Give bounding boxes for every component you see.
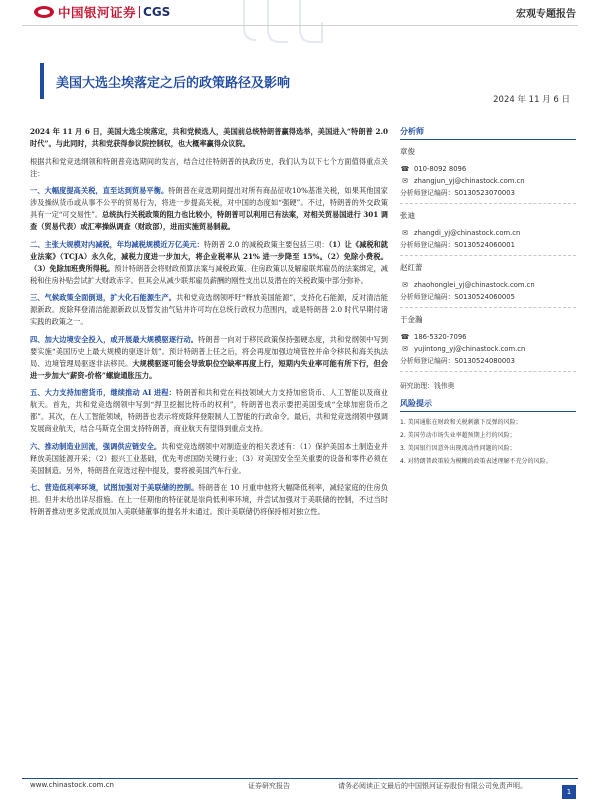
section-5-heading: 五、大力支持加密货币，继续推动 AI 进程： (30, 388, 176, 397)
analyst-name: 赵红蕾 (400, 263, 423, 272)
section-6-heading: 六、推动制造业回流，强调供应链安全。 (30, 441, 162, 451)
risk-item: 1. 美国通胀在财政和关税刺激下反弹的风险； (400, 419, 522, 426)
summary-paragraph: 2024 年 11 月 6 日，美国大选尘埃落定，共和党候选人，美国前总统特朗普赢得选举，美国进入“特朗普 2.0 时代”。与此同时，共和党获得参议院控制权，也大概率赢得众议院。 (30, 127, 388, 148)
section-2-heading: 二、主张大规模对内减税，年均减税规模近万亿美元： (30, 239, 204, 249)
analyst-email[interactable]: zhangdi_yj@chinastock.com.cn (414, 229, 521, 237)
watermark-logo (238, 0, 348, 45)
section-7-heading: 七、营造低利率环境，试图加强对于美联储的控制。 (30, 483, 199, 492)
analyst-reg-code: 分析师登记编码：S0130524060005 (400, 293, 515, 301)
risk-item: 3. 美国银行因意外出现流动性问题的风险； (400, 445, 516, 452)
brand-name: 中国银河证券 (58, 5, 137, 20)
analyst-name: 于金瀚 (400, 315, 423, 324)
risk-header: 风险提示 (400, 398, 576, 412)
analyst-card (400, 314, 576, 372)
brand-abbr: CGS (143, 5, 171, 19)
page-number: 1 (562, 785, 576, 799)
intro-paragraph: 根据共和党竞选纲领和特朗普竞选期间的发言，结合过往特朗普的执政历史，我们认为以下七个方面值得重点关注： (30, 156, 388, 178)
footer-website[interactable]: www.chinastock.com.cn (30, 781, 114, 789)
risk-item: 4. 对特朗普政策较为模糊的政策表述理解不充分的风险。 (400, 458, 552, 465)
email-icon: ✉ (402, 229, 408, 237)
sidebar (400, 126, 576, 470)
logo-icon (34, 4, 54, 20)
report-type: 宏观专题报告 (516, 9, 576, 20)
phone-icon: ☎ (400, 165, 410, 173)
analyst-phone: 010-8092 8096 (414, 165, 467, 173)
analyst-reg-code: 分析师登记编码：S0130524080003 (400, 357, 515, 365)
footer-center: 证券研究报告 (248, 782, 290, 790)
analyst-email[interactable]: zhaohonglei_yj@chinastock.com.cn (414, 281, 535, 289)
section-4-heading: 四、加大边境安全投入，或开展最大规模驱逐行动。 (30, 334, 199, 344)
section-5: 五、大力支持加密货币，继续推动 AI 进程：特朗普和共和党在科技领域大力支持加密货币、人工智能以及商业航天。首先，共和党竞选纲领中写到“捍卫挖掘比特币的权利”，特朗普也表示要把美国变成“全球加密货币之都”。其次，在人工智能领域，特朗普也表示将废除拜登限制人工智能的行政命令。最后，共和党竞选纲领中强调发展商业航天，结合马斯克全面支持特朗普，商业航天有望得到重点支持。 (30, 388, 388, 433)
section-1: 一、大幅度提高关税，直至达到贸易平衡。特朗普在竞选期间提出对所有商品征收10%基准关税，如果其他国家涉及操纵货币或从事不公平的贸易行为，将进一步提高关税，对中国的态度如“强硬”。不过，特朗普的外交政策具有一定“可交易性”。总统执行关税政策的阻力也比较小，特朗普可以利用已有法案，对相关贸易国进行 301 调查（贸易代表）或汇率操纵调查（财政部），进而实施贸易制裁。 (30, 186, 388, 231)
section-2: 二、主张大规模对内减税，年均减税规模近万亿美元：特朗普 2.0 的减税政策主要包括三项：（1）让《减税和就业法案》（TCJA）永久化，减税力度进一步加大，将企业税率从 21% 进一步降至 15%。（2）免除小费税。（3）免除加班费所得税。预计特朗普会将财政预算法案与减税政策、住房政策以及解雇联邦雇员的法案绑定，减税和住房补贴尝试扩大财政赤字。但其会从减少联邦雇员薪酬的刚性支出以及潜在的关税政策中部分弥补。 (30, 239, 388, 285)
risk-item: 2. 美国劳动市场失业率超预期上行的风险； (400, 432, 516, 439)
analyst-card (400, 210, 576, 256)
footer-disclaimer: 请务必阅读正文最后的中国银河证券股份有限公司免责声明。 (338, 782, 527, 790)
analyst-reg-code: 分析师登记编码：S0130524060001 (400, 241, 515, 249)
analyst-header: 分析师 (400, 126, 576, 140)
section-4: 四、加大边境安全投入，或开展最大规模驱逐行动。特朗普一向对于移民政策保持强硬态度，共和党纲领中写到要实施“美国历史上最大规模的驱逐计划”。预计特朗普上任之后，将会再度加强边境管控并命令移民和海关执法局、边境管理局驱逐非法移民。大规模驱逐可能会导致职位空缺率再度上行，短期内失业率可能有所下行，但会进一步加大“薪资-价格”螺旋通胀压力。 (30, 334, 388, 380)
section-1-heading: 一、大幅度提高关税，直至达到贸易平衡。 (30, 186, 169, 195)
main-body (30, 126, 388, 524)
analyst-email[interactable]: zhangjun_yj@chinastock.com.cn (414, 177, 525, 185)
email-icon: ✉ (402, 177, 408, 185)
analyst-reg-code: 分析师登记编码：S0130523070003 (400, 189, 515, 197)
section-3-heading: 三、气候政策全面倒退，扩大化石能源生产。 (30, 293, 177, 302)
analyst-name: 章俊 (400, 147, 415, 156)
analyst-name: 张迪 (400, 211, 415, 220)
analyst-card (400, 262, 576, 308)
section-3: 三、气候政策全面倒退，扩大化石能源生产。共和党竞选纲领呼吁“释放美国能源”，支持化石能源，反对清洁能源新政。废除拜登清洁能源新政以及暂发油气钻井许可均在总统行政权力范围内，或是特朗普 2.0 时代早期付诸实践的政策之一。 (30, 293, 388, 326)
section-6: 六、推动制造业回流，强调供应链安全。共和党竞选纲领中对制造业的相关表述有：（1）保护美国本土制造业并释放美国能源开采；（2）振兴工业基础，优先考虑国防关键行业；（3）对美国安全至关重要的设备和零件必须在美国制造。另外，特朗普在竞选过程中提及，要将被美国汽车行业。 (30, 441, 388, 475)
report-date: 2024 年 11 月 6 日 (493, 95, 570, 105)
analyst-email[interactable]: yujintong_yj@chinastock.com.cn (414, 345, 526, 353)
title-accent-bar (40, 63, 44, 99)
risk-list (400, 418, 576, 467)
analyst-card (400, 146, 576, 204)
report-title: 美国大选尘埃落定之后的政策路径及影响 (56, 76, 291, 91)
research-assistant: 研究助理：钱伟奥 (400, 382, 455, 390)
section-7: 七、营造低利率环境，试图加强对于美联储的控制。特朗普在 10 月重申他将大幅降低利率，减轻家庭的住房负担。但并未给出详尽措施。在上一任期他的特征就是崇尚低利率环境，并尝试加强对于美联储的控制，不过当时特朗普推动更多党派成员加入美联储董事的提名并未通过。预计美联储仍将保持相对独立性。 (30, 483, 389, 516)
phone-icon: ☎ (400, 333, 410, 341)
analyst-phone: 186-5320-7096 (414, 333, 467, 341)
email-icon: ✉ (402, 345, 408, 353)
brand-logo (34, 3, 170, 21)
email-icon: ✉ (402, 281, 408, 289)
